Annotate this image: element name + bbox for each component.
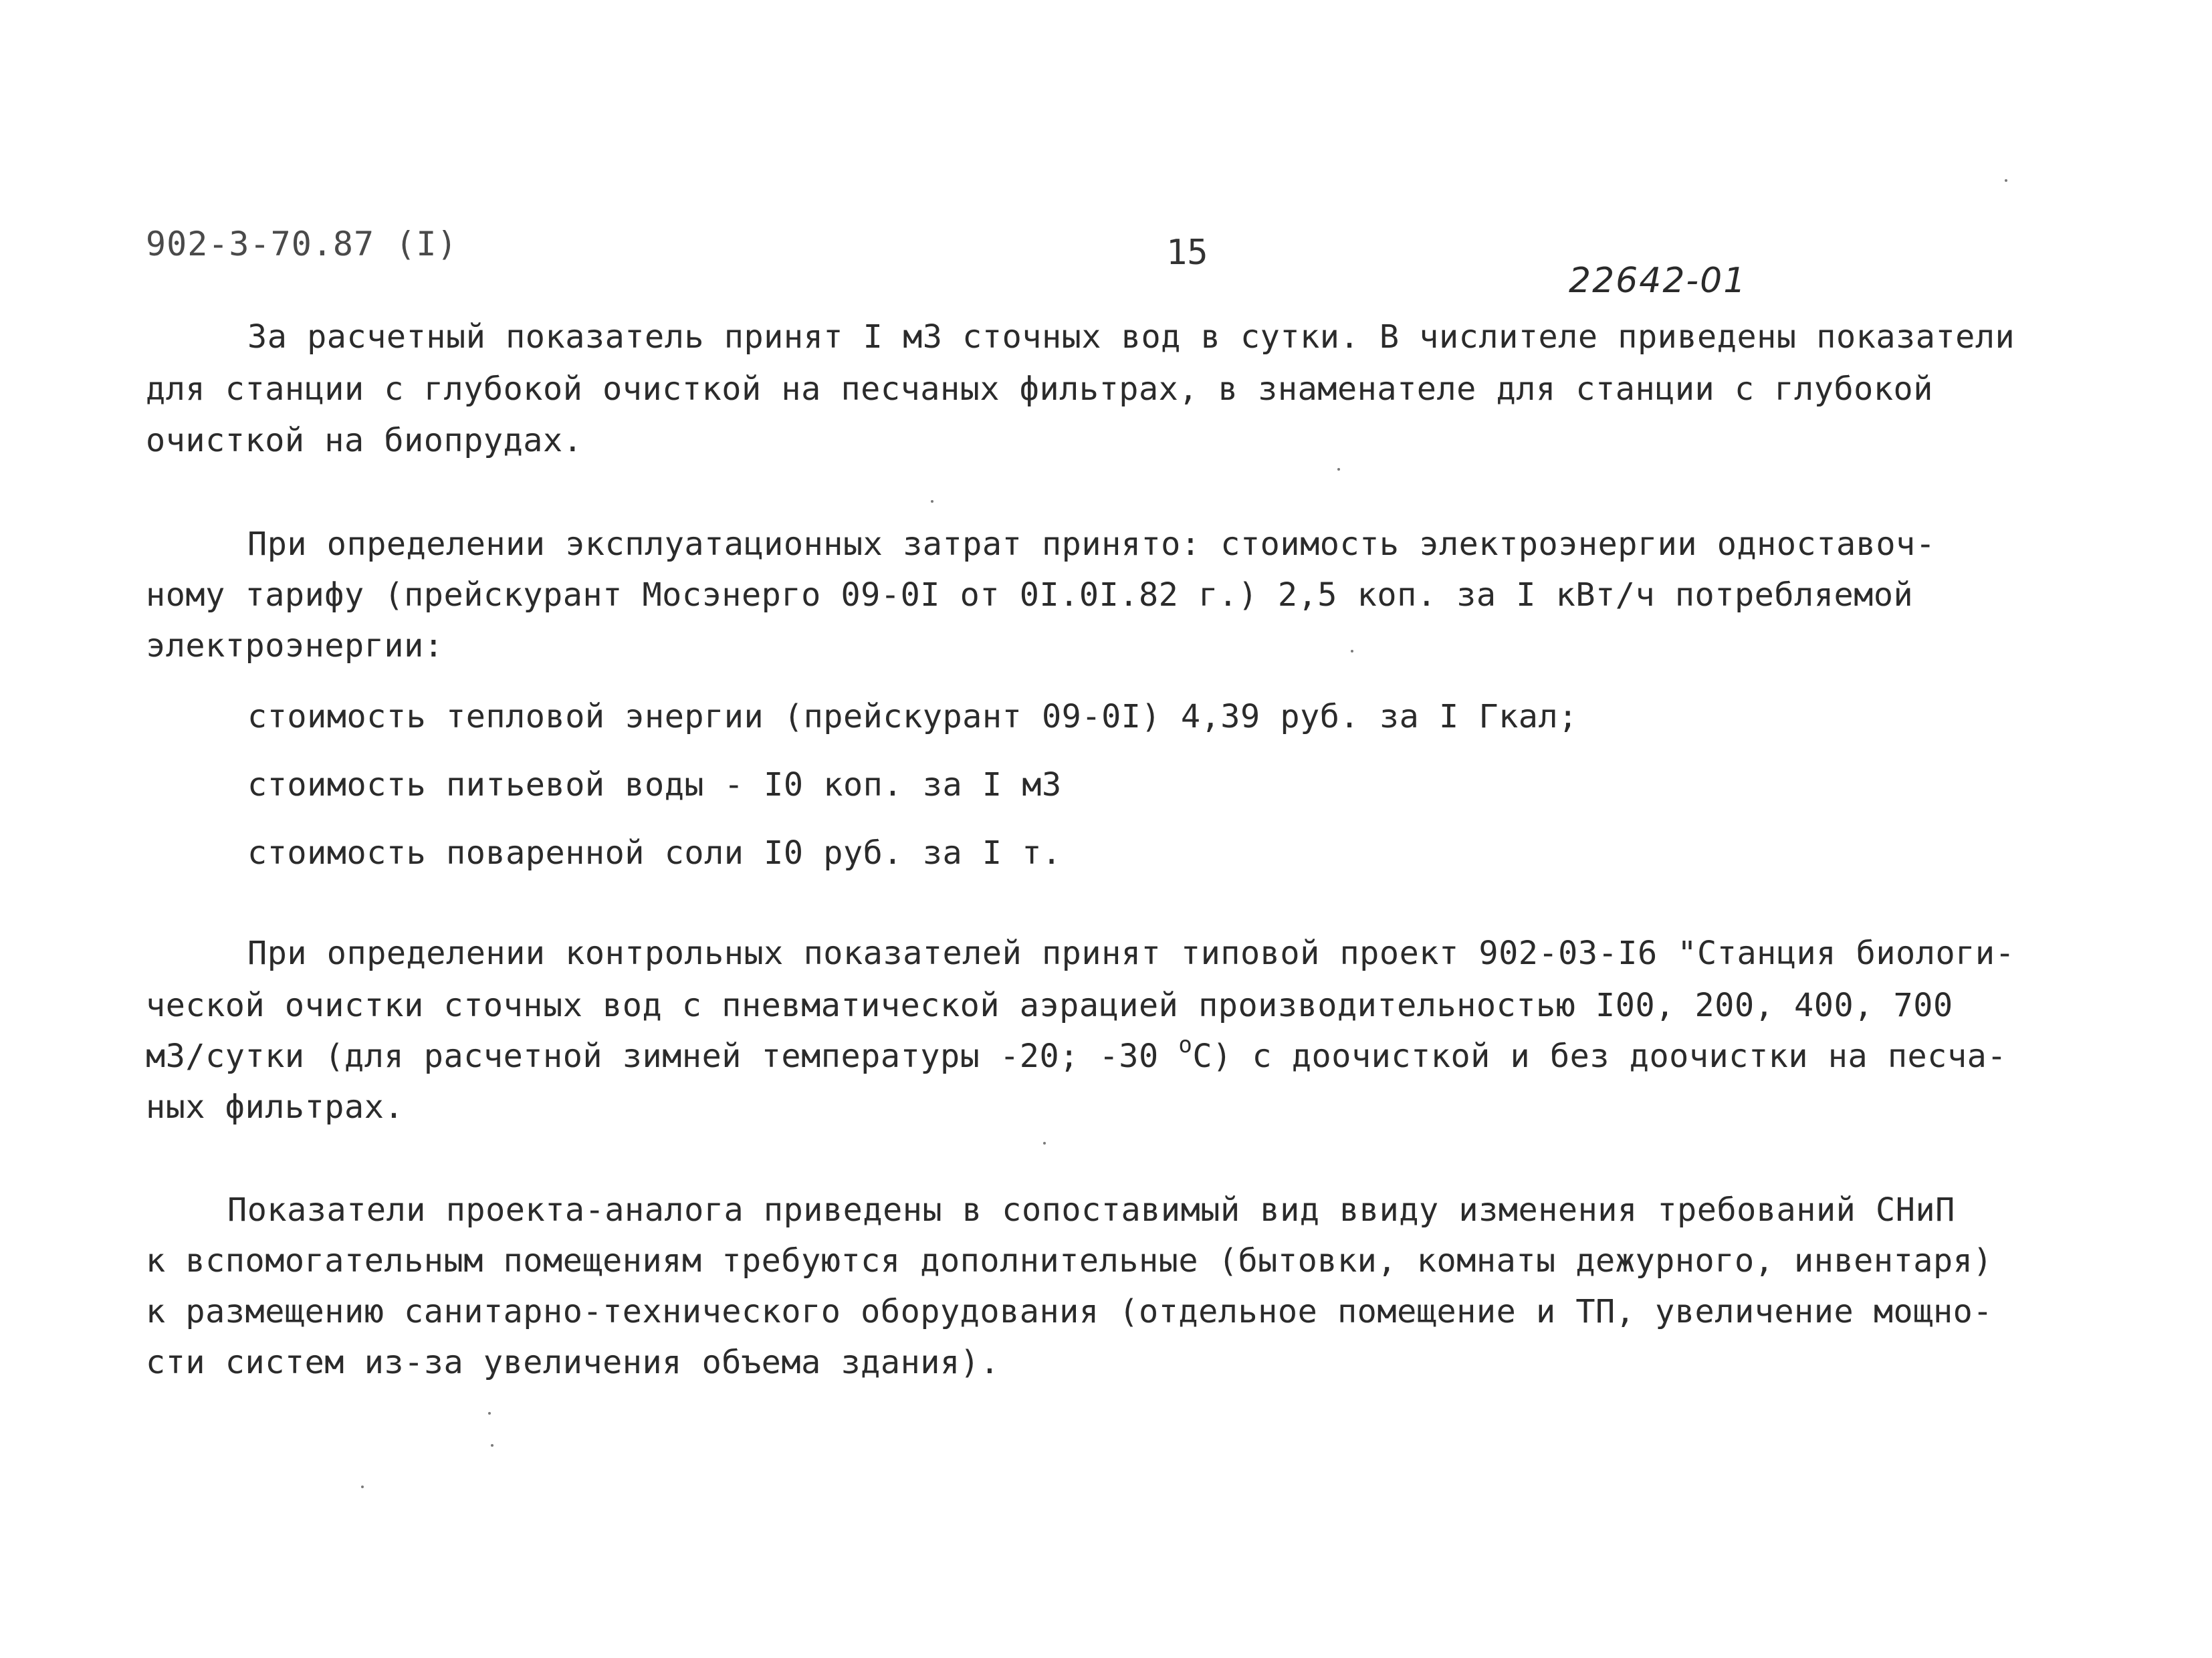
paragraph-1-line-1: За расчетный показатель принят I м3 сточных вод в сутки. В числителе приведены показатели — [247, 318, 2015, 356]
scan-speck — [1043, 1142, 1046, 1145]
paragraph-4-line-1: Показатели проекта-аналога приведены в сопоставимый вид ввиду изменения требований СНиП — [227, 1191, 1955, 1229]
scan-speck — [361, 1486, 364, 1488]
paragraph-1-line-3: очисткой на биопрудах. — [146, 422, 583, 459]
paragraph-3-line-3-end: С) с доочисткой и без доочистки на песча- — [1192, 1038, 2007, 1075]
paragraph-4-line-2: к вспомогательным помещениям требуются дополнительные (бытовки, комнаты дежурного, инвентаря) — [146, 1242, 1993, 1280]
paragraph-3-line-2: ческой очистки сточных вод с пневматической аэрацией производительностью I00, 200, 400, 700 — [146, 987, 1953, 1024]
scan-speck — [2005, 179, 2007, 182]
paragraph-2-line-1: При определении эксплуатационных затрат принято: стоимость электроэнергии одноставоч- — [247, 525, 1936, 563]
paragraph-3-line-3-start: м3/сутки (для расчетной зимней температуры -20; -30 — [146, 1038, 1179, 1075]
paragraph-1-line-2: для станции с глубокой очисткой на песчаных фильтрах, в знаменателе для станции с глубокой — [146, 370, 1933, 408]
scan-speck — [1351, 650, 1353, 653]
cost-item-water: стоимость питьевой воды - I0 коп. за I м3 — [247, 766, 1062, 804]
scan-speck — [491, 1444, 493, 1447]
paragraph-3-line-1: При определении контрольных показателей принят типовой проект 902-03-I6 "Станция биологи- — [247, 935, 2015, 972]
paragraph-3-line-4: ных фильтрах. — [146, 1088, 405, 1126]
scan-speck — [1337, 468, 1340, 471]
paragraph-2-line-3: электроэнергии: — [146, 627, 444, 665]
paragraph-4-line-3: к размещению санитарно-технического оборудования (отдельное помещение и ТП, увеличение мощно- — [146, 1293, 1993, 1330]
paragraph-2-line-2: ному тарифу (прейскурант Мосэнерго 09-0I от 0I.0I.82 г.) 2,5 коп. за I кВт/ч потребляемой — [146, 576, 1914, 614]
page-number: 15 — [1166, 233, 1208, 273]
document-code: 902-3-70.87 (I) — [146, 225, 458, 263]
handwritten-archive-number: 22642-01 — [1569, 261, 1747, 301]
paragraph-4-line-4: сти систем из-за увеличения объема здания). — [146, 1344, 1000, 1381]
degree-superscript: о — [1178, 1032, 1193, 1058]
cost-item-salt: стоимость поваренной соли I0 руб. за I т. — [247, 834, 1062, 872]
cost-item-heat: стоимость тепловой энергии (прейскурант 09-0I) 4,39 руб. за I Гкал; — [247, 698, 1578, 735]
scan-speck — [488, 1412, 491, 1415]
paragraph-3-line-3 — [146, 1032, 2007, 1075]
scan-speck — [931, 500, 933, 503]
